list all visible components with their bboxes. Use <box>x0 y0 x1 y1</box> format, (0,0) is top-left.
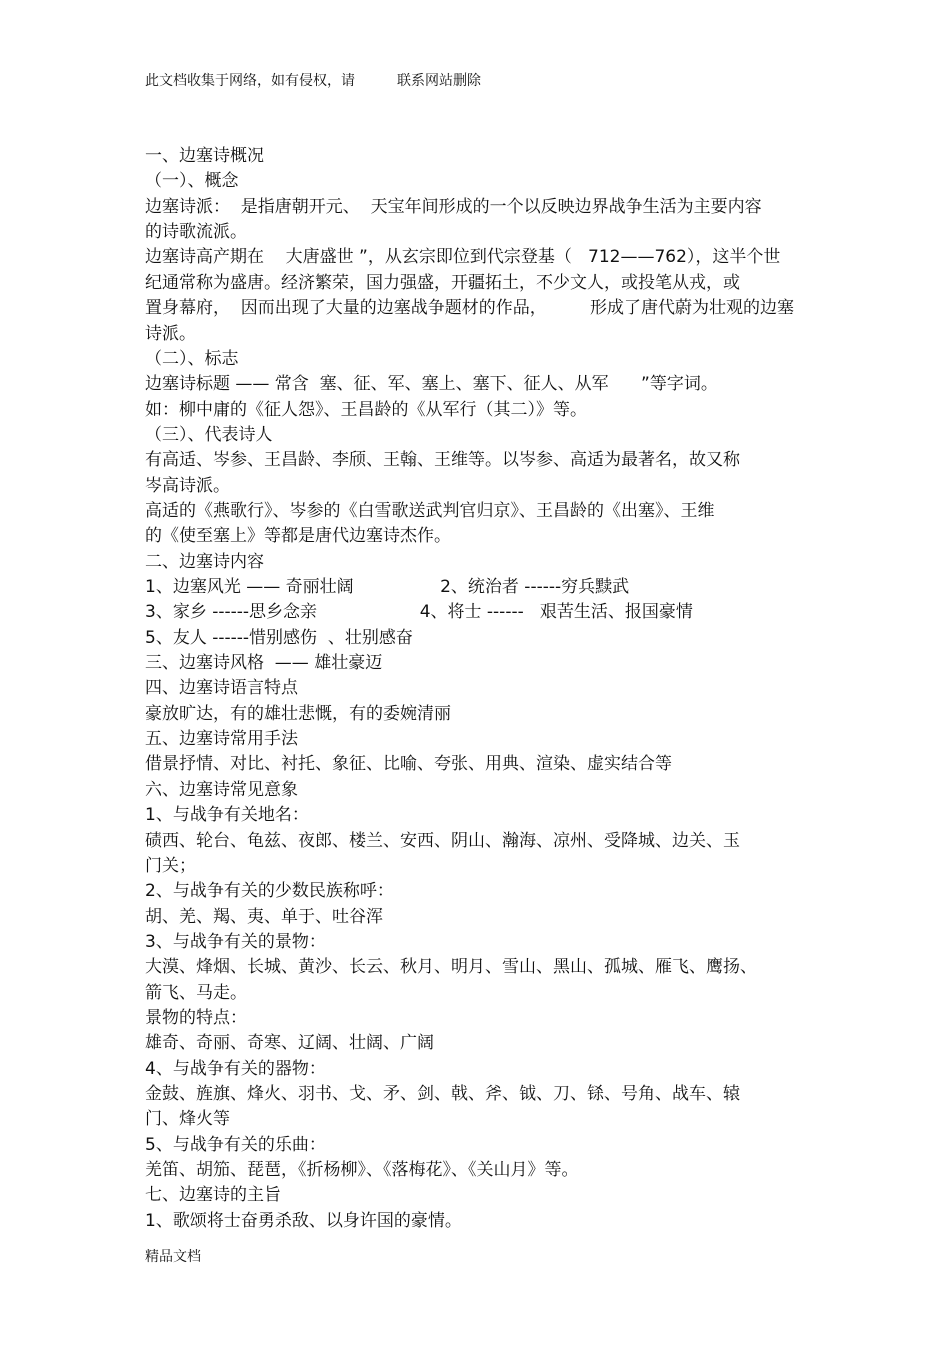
text-line: 置身幕府， 因而出现了大量的边塞战争题材的作品， 形成了唐代蔚为壮观的边塞 <box>145 298 795 319</box>
text-line: 豪放旷达，有的雄壮悲慨，有的委婉清丽 <box>145 703 451 724</box>
text-line: 碛西、轮台、龟兹、夜郎、楼兰、安西、阴山、瀚海、凉州、受降城、边关、玉 <box>145 830 740 851</box>
text-line: 纪通常称为盛唐。经济繁荣，国力强盛，开疆拓土，不少文人，或投笔从戎，或 <box>145 272 740 293</box>
text-line: （一）、概念 <box>145 171 239 192</box>
text-line: 3、与战争有关的景物： <box>145 931 326 952</box>
text-line: 1、歌颂将士奋勇杀敌、以身许国的豪情。 <box>145 1210 462 1231</box>
text-line: 边塞诗高产期在 大唐盛世 ”，从玄宗即位到代宗登基（ 712——762），这半个世 <box>145 247 781 268</box>
text-line: 边塞诗标题 —— 常含 塞、征、军、塞上、塞下、征人、从军 ”等字词。 <box>145 374 718 395</box>
text-line: 门关； <box>145 855 196 876</box>
text-line: （三）、代表诗人 <box>145 424 273 445</box>
text-line: 胡、羌、羯、夷、单于、吐谷浑 <box>145 906 383 927</box>
text-line: 有高适、岑参、王昌龄、李颀、王翰、王维等。以岑参、高适为最著名，故又称 <box>145 450 740 471</box>
text-line: 雄奇、奇丽、奇寒、辽阔、壮阔、广阔 <box>145 1033 434 1054</box>
text-line: 门、烽火等 <box>145 1109 230 1130</box>
text-line: 金鼓、旌旗、烽火、羽书、戈、矛、剑、戟、斧、钺、刀、铩、号角、战车、辕 <box>145 1084 740 1104</box>
page-header: 此文档收集于网络，如有侵权，请 联系网站删除 <box>145 73 481 89</box>
text-line: 诗派。 <box>145 323 196 344</box>
text-line: 4、与战争有关的器物： <box>145 1058 326 1079</box>
text-line: 四、边塞诗语言特点 <box>145 678 298 699</box>
page-footer: 精品文档 <box>145 1249 201 1265</box>
text-line: 一、边塞诗概况 <box>145 146 264 166</box>
text-line: 高适的《燕歌行》、岑参的《白雪歌送武判官归京》、王昌龄的《出塞》、王维 <box>145 500 715 521</box>
text-line: 五、边塞诗常用手法 <box>145 729 298 750</box>
text-line: 三、边塞诗风格 —— 雄壮豪迈 <box>145 653 383 673</box>
text-line: （二）、标志 <box>145 348 239 369</box>
text-line: 大漠、烽烟、长城、黄沙、长云、秋月、明月、雪山、黑山、孤城、雁飞、鹰扬、 <box>145 957 757 978</box>
text-line: 5、与战争有关的乐曲： <box>145 1134 326 1155</box>
text-line: 羌笛、胡笳、琵琶，《折杨柳》、《落梅花》、《关山月》等。 <box>145 1160 579 1180</box>
text-line: 如：柳中庸的《征人怨》、王昌龄的《从军行（其二）》等。 <box>145 399 587 420</box>
text-line: 的《使至塞上》等都是唐代边塞诗杰作。 <box>145 526 451 547</box>
text-line: 二、边塞诗内容 <box>145 551 264 572</box>
text-line: 岑高诗派。 <box>145 475 230 496</box>
text-line: 边塞诗派： 是指唐朝开元、 天宝年间形成的一个以反映边界战争生活为主要内容 <box>145 196 762 217</box>
text-line: 借景抒情、对比、衬托、象征、比喻、夸张、用典、渲染、虚实结合等 <box>145 754 672 775</box>
text-line: 景物的特点： <box>145 1007 247 1028</box>
text-line: 5、友人 ------惜别感伤 、壮别感奋 <box>145 627 413 648</box>
text-line: 1、边塞风光 —— 奇丽壮阔 2、统治者 ------穷兵黩武 <box>145 577 630 597</box>
text-line: 的诗歌流派。 <box>145 222 247 243</box>
text-line: 2、与战争有关的少数民族称呼： <box>145 881 394 902</box>
text-line: 箭飞、马走。 <box>145 982 247 1003</box>
text-line: 六、边塞诗常见意象 <box>145 779 298 800</box>
text-line: 1、与战争有关地名： <box>145 805 309 826</box>
text-line: 3、家乡 ------思乡念亲 4、将士 ------ 艰苦生活、报国豪情 <box>145 602 693 623</box>
text-line: 七、边塞诗的主旨 <box>145 1185 281 1206</box>
